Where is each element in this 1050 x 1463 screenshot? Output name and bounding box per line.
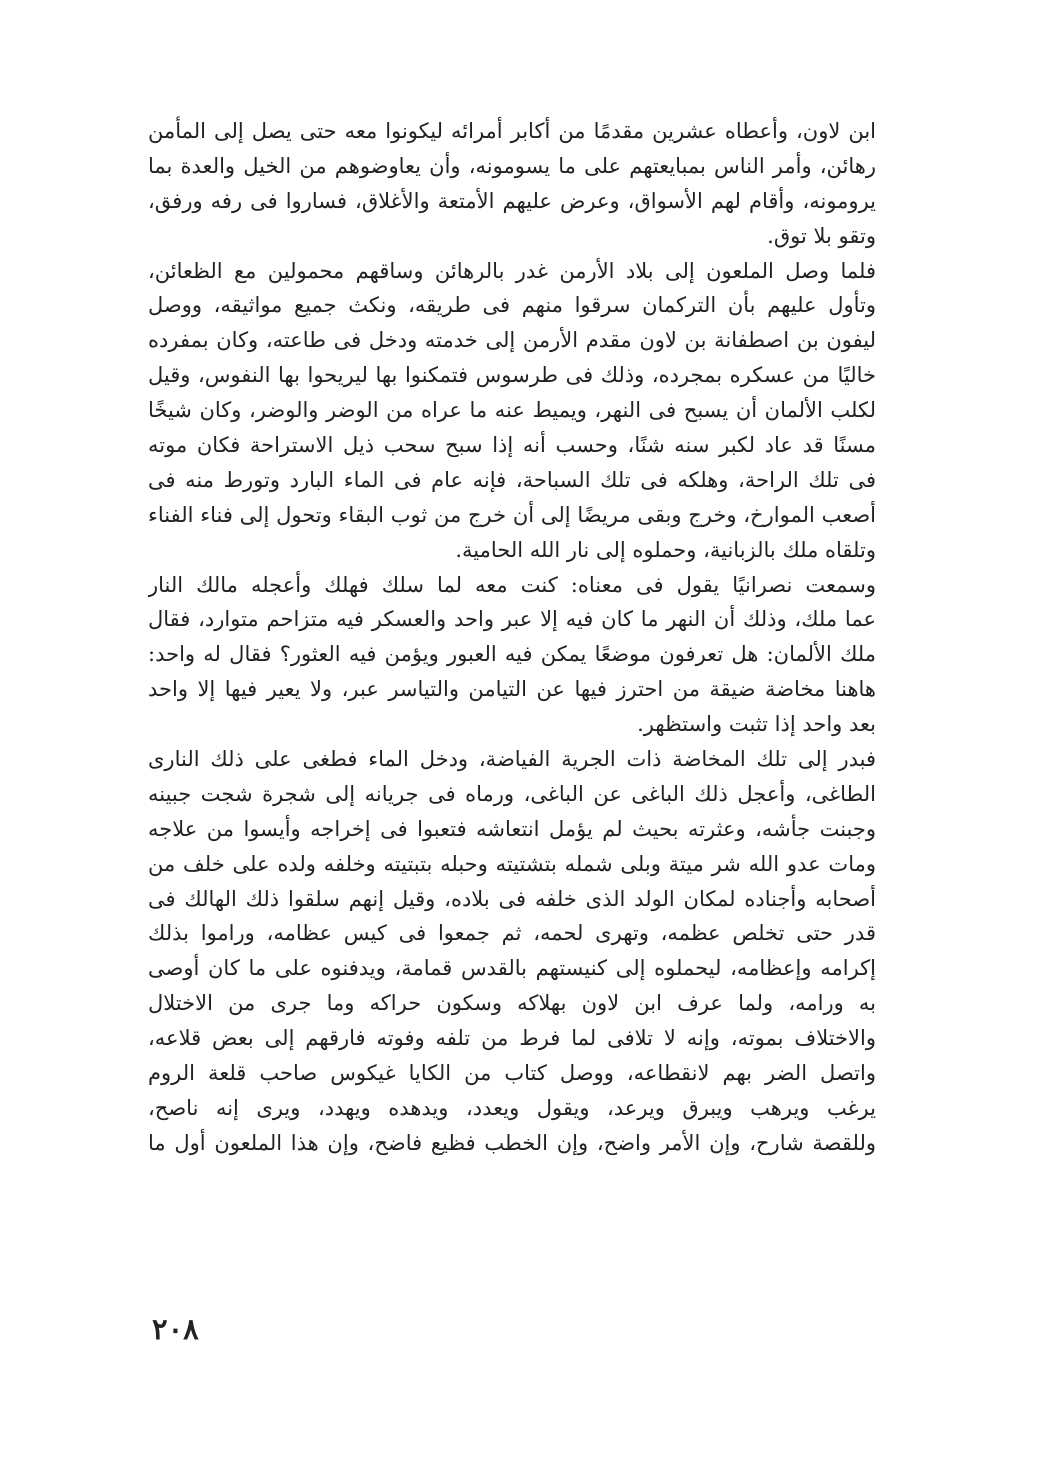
text-line: وتأول عليهم بأن التركمان سرقوا منهم فى طريقه، ونكث جميع مواثيقه، ووصل <box>148 293 876 318</box>
text-line: لكلب الألمان أن يسبح فى النهر، ويميط عنه ما عراه من الوضر والوضر، وكان شيخًا <box>148 398 876 423</box>
text-line: وتقو بلا توق. <box>767 223 876 248</box>
text-line: يرغب ويرهب ويبرق ويرعد، ويقول ويعدد، ويدهده ويهدد، ويرى إنه ناصح، <box>148 1095 876 1120</box>
text-line: يرومونه، وأقام لهم الأسواق، وعرض عليهم الأمتعة والأغلاق، فساروا فى رفه ورفق، <box>148 188 876 213</box>
text-line: خاليًا من عسكره بمجرده، وذلك فى طرسوس فتمكنوا بها ليريحوا بها النفوس، وقيل <box>148 363 876 388</box>
page-number: ٢٠٨ <box>152 1312 199 1346</box>
text-line: ليفون بن اصطفانة بن لاون مقدم الأرمن إلى خدمته ودخل فى طاعته، وكان بمفرده <box>148 328 876 353</box>
text-line: أصعب الموارخ، وخرج وبقى مريضًا إلى أن خرج من ثوب البقاء وتحول إلى فناء الفناء <box>148 502 876 527</box>
text-line: ابن لاون، وأعطاه عشرين مقدمًا من أكابر أمرائه ليكونوا معه حتى يصل إلى المأمن <box>148 119 876 143</box>
text-line: والاختلاف بموته، وإنه لا تلافى لما فرط من تلفه وفوته فارقهم إلى بعض قلاعه، <box>148 1026 876 1051</box>
text-line: ومات عدو الله شر ميتة وبلى شمله بتشتيته وحبله بتبتيته وخلفه ولده على خلف من <box>148 851 876 876</box>
text-line: إكرامه وإعظامه، ليحملوه إلى كنيستهم بالقدس قمامة، ويدفنوه على ما كان أوصى <box>148 956 876 981</box>
text-line: رهائن، وأمر الناس بمبايعتهم على ما يسومونه، وأن يعاوضوهم من الخيل والعدة بما <box>148 153 876 178</box>
text-line: واتصل الضر بهم لانقطاعه، ووصل كتاب من الكايا غيكوس صاحب قلعة الروم <box>148 1061 876 1086</box>
body-text <box>148 114 876 1161</box>
text-line: الطاغى، وأعجل ذلك الباغى عن الباغى، ورماه فى جريانه إلى شجرة شجت جبينه <box>148 781 876 806</box>
text-line: وتلقاه ملك بالزبانية، وحملوه إلى نار الله الحامية. <box>455 537 876 562</box>
text-line: أصحابه وأجناده لمكان الولد الذى خلفه فى بلاده، وقيل إنهم سلقوا ذلك الهالك فى <box>148 886 876 911</box>
text-line: فبدر إلى تلك المخاضة ذات الجرية الفياضة، ودخل الماء فطغى على ذلك النارى <box>148 747 876 772</box>
text-line: فى تلك الراحة، وهلكه فى تلك السباحة، فإنه عام فى الماء البارد وتورط منه فى <box>148 467 876 492</box>
text-line: قدر حتى تخلص عظمه، وتهرى لحمه، ثم جمعوا فى كيس عظامه، وراموا بذلك <box>148 921 876 946</box>
text-line: عما ملك، وذلك أن النهر ما كان فيه إلا عبر واحد والعسكر فيه متزاحم متوارد، فقال <box>148 607 876 632</box>
text-line: وجبنت جأشه، وعثرته بحيث لم يؤمل انتعاشه فتعبوا فى إخراجه وأيسوا من علاجه <box>148 816 876 841</box>
text-line: به ورامه، ولما عرف ابن لاون بهلاكه وسكون حراكه وما جرى من الاختلال <box>148 991 876 1016</box>
text-line: ملك الألمان: هل تعرفون موضعًا يمكن فيه العبور ويؤمن فيه العثور؟ فقال له واحد: <box>148 642 876 667</box>
text-line: فلما وصل الملعون إلى بلاد الأرمن غدر بالرهائن وساقهم محمولين مع الظعائن، <box>148 258 876 283</box>
text-line: هاهنا مخاضة ضيقة من احترز فيها عن التيامن والتياسر عبر، ولا يعير فيها إلا واحد <box>148 677 876 702</box>
text-line: وللقصة شارح، وإن الأمر واضح، وإن الخطب فظيع فاضح، وإن هذا الملعون أول ما <box>148 1130 876 1155</box>
text-line: بعد واحد إذا تثبت واستظهر. <box>637 712 876 737</box>
text-line: مسنًا قد عاد لكبر سنه شنًا، وحسب أنه إذا سبح سحب ذيل الاستراحة فكان موته <box>148 433 876 458</box>
text-line: وسمعت نصرانيًا يقول فى معناه: كنت معه لما سلك فهلك وأعجله مالك النار <box>148 572 876 597</box>
